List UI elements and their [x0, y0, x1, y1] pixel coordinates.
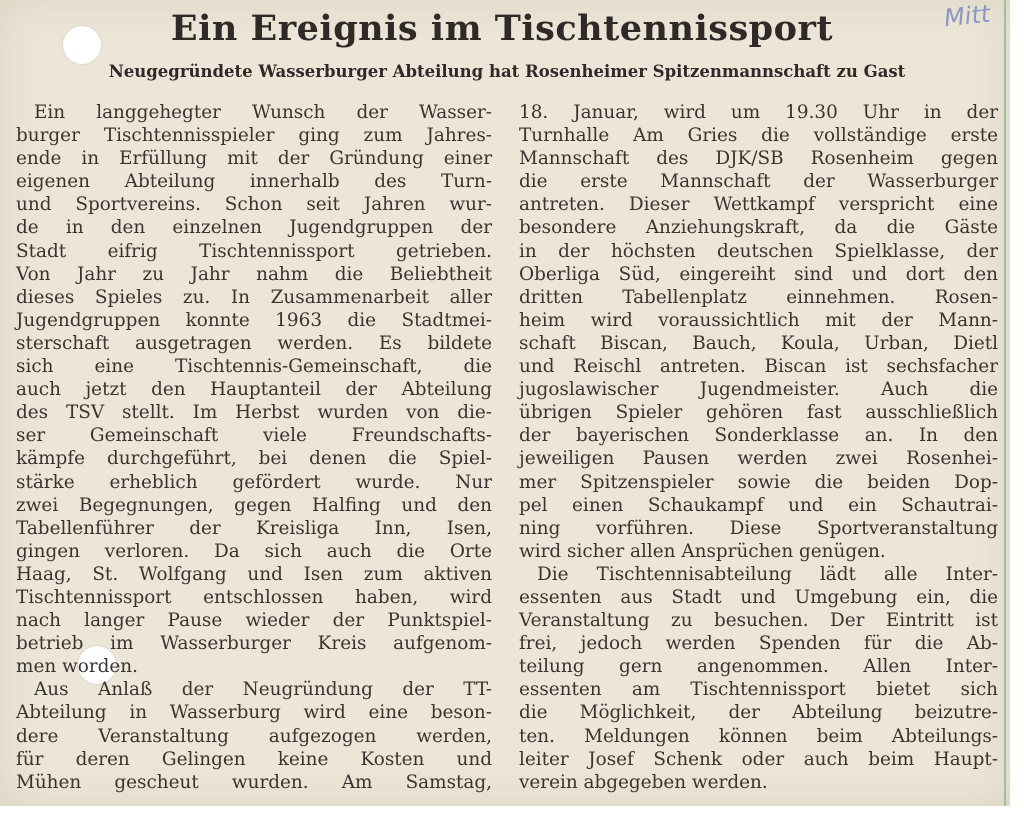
text-line: verein abgegeben werden.	[519, 771, 768, 793]
text-line: teilung gern angenommen. Allen Inter-	[519, 656, 998, 678]
text-line: und Reischl antreten. Biscan ist sechsfacher	[519, 356, 998, 378]
text-line: jeweiligen Pausen werden zwei Rosenhei-	[519, 448, 998, 470]
text-line: Ein langgehegter Wunsch der Wasser-	[34, 102, 492, 123]
text-line: ning vorführen. Diese Sportveranstaltung	[519, 517, 998, 539]
text-line: Von Jahr zu Jahr nahm die Beliebtheit	[16, 263, 492, 285]
text-line: die erste Mannschaft der Wasserburger	[519, 171, 998, 193]
text-line: ende in Erfüllung mit der Gründung einer	[16, 148, 492, 170]
text-line: übrigen Spieler gehören fast ausschließlich	[519, 402, 998, 424]
text-line: Haag, St. Wolfgang und Isen zum aktiven	[16, 563, 492, 585]
text-line: gingen verloren. Da sich auch die Orte	[16, 540, 492, 562]
text-line: betrieb im Wasserburger Kreis aufgenom-	[16, 633, 492, 655]
text-line: stärke erheblich gefördert wurde. Nur	[16, 471, 492, 493]
text-line: essenten am Tischtennissport bietet sich	[519, 679, 998, 701]
text-line: Mühen gescheut wurden. Am Samstag,	[16, 771, 492, 793]
text-line: Jugendgruppen konnte 1963 die Stadtmei-	[16, 309, 492, 331]
text-line: dieses Spieles zu. In Zusammenarbeit aller	[16, 286, 492, 308]
text-line: pel einen Schaukampf und ein Schautrai-	[519, 494, 998, 516]
article-subheadline: Neugegründete Wasserburger Abteilung hat Rosenheimer Spitzenmannschaft zu Gast	[108, 62, 906, 81]
text-line: de in den einzelnen Jugendgruppen der	[16, 217, 492, 239]
text-line: Veranstaltung zu besuchen. Der Eintritt ist	[519, 610, 998, 632]
text-line: Abteilung in Wasserburg wird eine beson-	[16, 702, 492, 724]
text-line: burger Tischtennisspieler ging zum Jahres-	[16, 125, 492, 147]
margin-line	[1004, 0, 1006, 806]
text-line: men worden.	[16, 656, 138, 678]
text-line: Tischtennissport entschlossen haben, wird	[16, 586, 492, 608]
text-line: heim wird voraussichtlich mit der Mann-	[519, 309, 998, 331]
text-line: Oberliga Süd, eingereiht sind und dort den	[519, 263, 998, 285]
article-column-right	[519, 101, 998, 794]
text-line: eigenen Abteilung innerhalb des Turn-	[16, 171, 492, 193]
text-line: Turnhalle Am Gries die vollständige erste	[519, 125, 998, 147]
text-line: Die Tischtennisabteilung lädt alle Inter-	[537, 563, 998, 585]
text-line: jugoslawischer Jugendmeister. Auch die	[519, 379, 998, 401]
text-line: sterschaft ausgetragen werden. Es bildete	[16, 332, 492, 354]
handwritten-note: Mitt	[942, 0, 992, 33]
text-line: 18. Januar, wird um 19.30 Uhr in der	[519, 102, 998, 123]
text-line: ser Gemeinschaft viele Freundschafts-	[16, 425, 492, 447]
text-line: des TSV stellt. Im Herbst wurden von die-	[16, 402, 492, 424]
text-line: Stadt eifrig Tischtennissport getrieben.	[16, 240, 492, 262]
text-line: leiter Josef Schenk oder auch beim Haupt-	[519, 748, 998, 770]
text-line: dritten Tabellenplatz einnehmen. Rosen-	[519, 286, 998, 308]
text-line: mer Spitzenspieler sowie die beiden Dop-	[519, 471, 998, 493]
text-line: für deren Gelingen keine Kosten und	[16, 748, 492, 770]
text-line: Aus Anlaß der Neugründung der TT-	[34, 679, 492, 701]
text-line: ten. Meldungen können beim Abteilungs-	[519, 725, 998, 747]
text-line: Mannschaft des DJK/SB Rosenheim gegen	[519, 148, 998, 170]
text-line: essenten aus Stadt und Umgebung ein, die	[519, 586, 998, 608]
text-line: wird sicher allen Ansprüchen genügen.	[519, 540, 886, 562]
text-line: kämpfe durchgeführt, bei denen die Spiel-	[16, 448, 492, 470]
text-line: besondere Anziehungskraft, da die Gäste	[519, 217, 998, 239]
text-line: in der höchsten deutschen Spielklasse, der	[519, 240, 998, 262]
text-line: sich eine Tischtennis-Gemeinschaft, die	[16, 356, 492, 378]
text-line: Tabellenführer der Kreisliga Inn, Isen,	[16, 517, 492, 539]
text-line: dere Veranstaltung aufgezogen werden,	[16, 725, 492, 747]
text-line: zwei Begegnungen, gegen Halfing und den	[16, 494, 492, 516]
text-line: nach langer Pause wieder der Punktspiel-	[16, 610, 492, 632]
text-line: auch jetzt den Hauptanteil der Abteilung	[16, 379, 492, 401]
text-line: antreten. Dieser Wettkampf verspricht eine	[519, 194, 998, 216]
article-column-left	[16, 101, 492, 794]
text-line: der bayerischen Sonderklasse an. In den	[519, 425, 998, 447]
article-headline: Ein Ereignis im Tischtennissport	[170, 8, 834, 49]
text-line: die Möglichkeit, der Abteilung beizutre-	[519, 702, 998, 724]
text-line: schaft Biscan, Bauch, Koula, Urban, Dietl	[519, 332, 998, 354]
text-line: frei, jedoch werden Spenden für die Ab-	[519, 633, 998, 655]
text-line: und Sportvereins. Schon seit Jahren wur-	[16, 194, 492, 216]
